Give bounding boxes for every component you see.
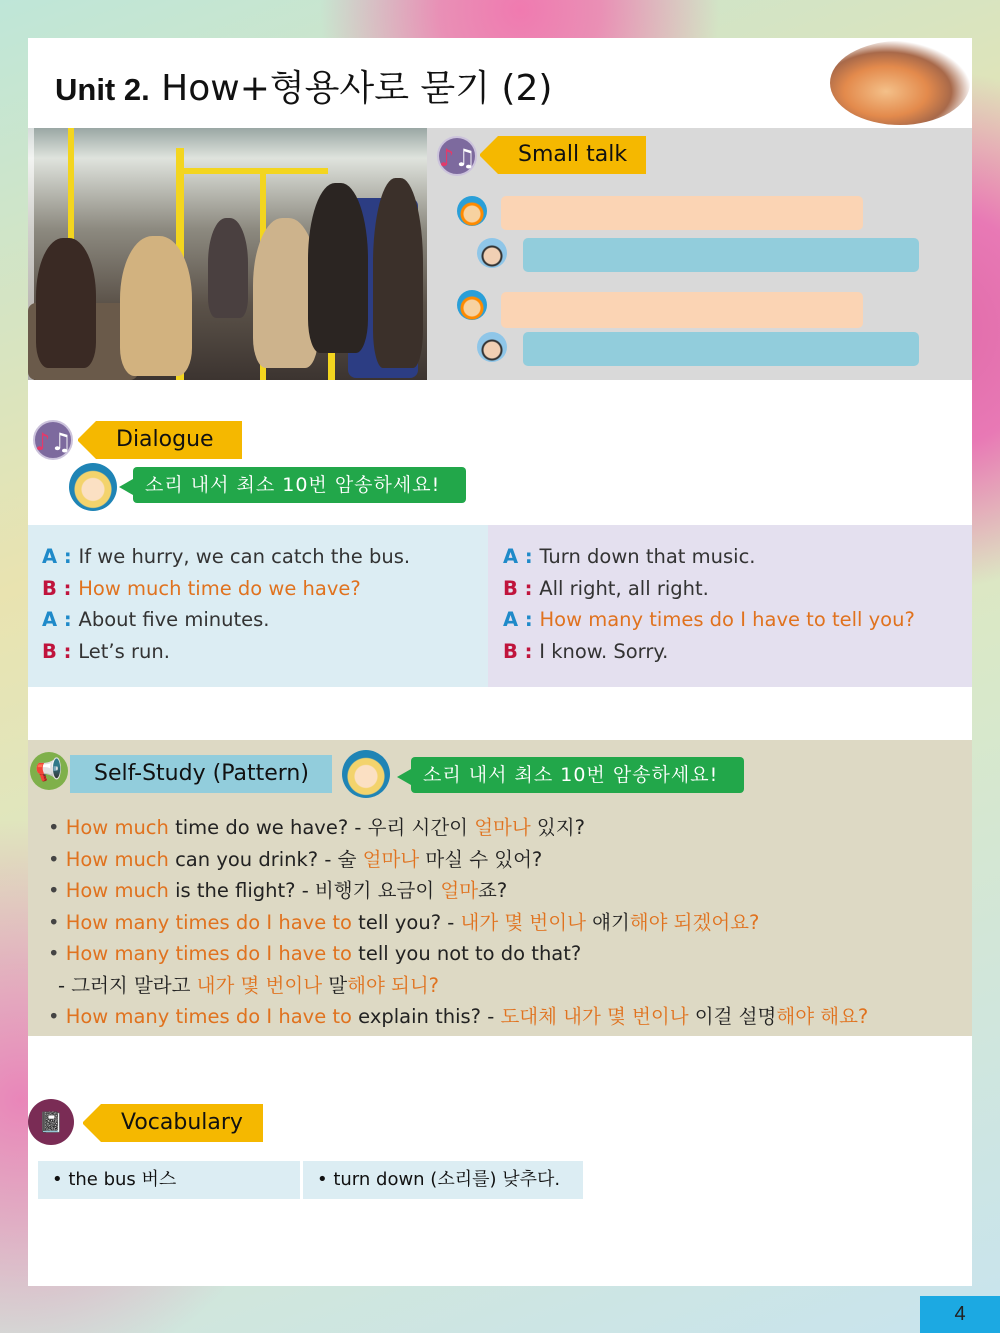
speaker-a-avatar xyxy=(457,196,487,226)
dialogue-right-box xyxy=(488,525,972,687)
self-study-tag xyxy=(70,755,332,793)
megaphone-icon: 📢 xyxy=(30,752,68,790)
notebook-icon: 📓 xyxy=(28,1099,74,1145)
self-study-label: Self-Study (Pattern) xyxy=(94,761,309,786)
climber-image xyxy=(830,41,970,125)
pattern-item: • How much is the flight? - 비행기 요금이 얼마죠? xyxy=(48,875,868,907)
vocabulary-label: Vocabulary xyxy=(121,1110,243,1135)
dialogue-label: Dialogue xyxy=(116,427,214,452)
self-study-instruction-bubble xyxy=(411,757,744,793)
vocab-item: • the bus 버스 xyxy=(38,1161,300,1199)
unit-title: How+형용사로 묻기 (2) xyxy=(149,68,553,109)
dialogue-line: A : Turn down that music. xyxy=(503,545,756,568)
small-talk-panel xyxy=(427,128,972,380)
worksheet-page xyxy=(28,38,972,1286)
dialogue-line: B : All right, all right. xyxy=(503,576,709,600)
dialogue-line: A : If we hurry, we can catch the bus. xyxy=(42,545,411,568)
pattern-item: • How many times do I have to tell you? - 내가 몇 번이나 얘기해야 되겠어요? xyxy=(48,907,868,939)
self-study-instruction: 소리 내서 최소 10번 암송하세요! xyxy=(423,764,719,786)
speaker-b-bubble xyxy=(523,238,919,272)
dialogue-line: B : How much time do we have? xyxy=(42,576,361,600)
pattern-item: • How much can you drink? - 술 얼마나 마실 수 있어? xyxy=(48,844,868,876)
pattern-item: • How many times do I have to tell you not to do that? xyxy=(48,938,868,970)
dialogue-tag xyxy=(78,421,242,459)
bus-photo xyxy=(28,128,427,380)
dialogue-instruction-bubble xyxy=(133,467,466,503)
dialogue-line: A : About five minutes. xyxy=(42,608,270,631)
girl-avatar xyxy=(342,750,390,798)
speaker-b-avatar xyxy=(477,238,507,268)
speaker-b-bubble xyxy=(523,332,919,366)
self-study-panel xyxy=(28,740,972,1036)
page-number: 4 xyxy=(920,1296,1000,1333)
dialogue-instruction: 소리 내서 최소 10번 암송하세요! xyxy=(145,474,441,496)
speaker-a-bubble xyxy=(501,196,863,230)
speaker-b-avatar xyxy=(477,332,507,362)
speaker-a-avatar xyxy=(457,290,487,320)
page-title xyxy=(55,60,552,111)
pattern-item: • How much time do we have? - 우리 시간이 얼마나 있지? xyxy=(48,812,868,844)
pattern-item-continuation: - 그러지 말라고 내가 몇 번이나 말해야 되니? xyxy=(58,973,440,997)
dialogue-line: B : Let’s run. xyxy=(42,639,170,663)
small-talk-label: Small talk xyxy=(518,142,628,167)
music-note-icon: ♪♫ xyxy=(33,420,73,460)
dialogue-left-box xyxy=(28,525,488,687)
dialogue-line: A : How many times do I have to tell you? xyxy=(503,608,915,631)
vocab-item: • turn down (소리를) 낮추다. xyxy=(303,1161,583,1199)
pattern-list xyxy=(48,812,868,1033)
music-note-icon: ♪♫ xyxy=(437,136,477,176)
girl-avatar xyxy=(69,463,117,511)
speaker-a-bubble xyxy=(501,292,863,328)
small-talk-tag xyxy=(480,136,646,174)
unit-label: Unit 2. xyxy=(55,72,150,107)
pattern-item: • How many times do I have to explain this? - 도대체 내가 몇 번이나 이걸 설명해야 해요? xyxy=(48,1001,868,1033)
dialogue-line: B : I know. Sorry. xyxy=(503,639,669,663)
vocabulary-tag xyxy=(83,1104,263,1142)
